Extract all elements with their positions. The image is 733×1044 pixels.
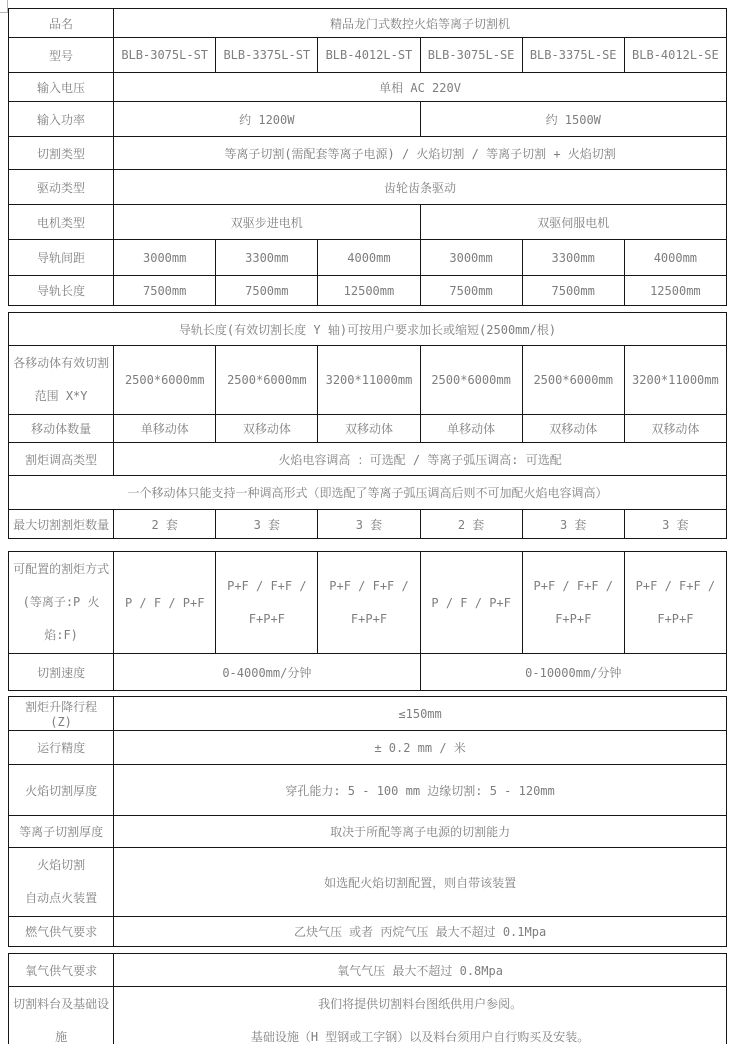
row-label: 割炬升降行程 (Z) [9,697,114,731]
row-label-line: 焰:F) [44,628,78,642]
row-label-line: 火焰切割 [37,858,86,872]
row-label: 割炬调高类型 [9,443,114,476]
spec-value-cell [318,552,420,654]
spec-value-cell: ± 0.2 mm / 米 [114,731,727,765]
spec-value-cell: 双移动体 [318,415,420,443]
table-row [9,848,727,917]
row-label: 氧气供气要求 [9,954,114,987]
row-label: 最大切割割炬数量 [9,510,114,539]
row-label [9,848,114,917]
table-row [9,765,727,816]
spec-value-line: F+P+F [555,611,592,626]
table-row [9,205,727,240]
row-label: 运行精度 [9,731,114,765]
spec-value-line: 基础设施（H 型钢或工字钢）以及料台须用户自行购买及安装。 [250,1030,590,1044]
spec-value-cell: 等离子切割(需配套等离子电源) / 火焰切割 / 等离子切割 + 火焰切割 [114,137,727,170]
table-row [9,73,727,102]
note-cell: 导轨长度(有效切割长度 Y 轴)可按用户要求加长或缩短(2500mm/根) [9,313,727,346]
spec-value-cell: 7500mm [216,276,318,306]
spec-table-section-torch-config [8,551,727,691]
spec-value-cell: 精品龙门式数控火焰等离子切割机 [114,9,727,38]
spec-value-cell: 约 1500W [420,102,727,137]
table-row [9,654,727,691]
table-row [9,552,727,654]
spec-value-cell: BLB-3075L-SE [420,38,522,73]
spec-value-cell: 齿轮齿条驱动 [114,170,727,205]
page-corner-artifact [0,0,8,13]
spec-value-cell: 7500mm [114,276,216,306]
spec-value-cell: 2 套 [420,510,522,539]
table-row [9,415,727,443]
spec-value-cell: 0-4000mm/分钟 [114,654,420,691]
spec-value-cell [522,552,624,654]
table-row [9,954,727,987]
spec-value-cell: P / F / P+F [420,552,522,654]
spec-value-cell: 4000mm [624,240,726,276]
spec-value-cell: 3200*11000mm [318,346,420,415]
spec-value-cell: 火焰电容调高 ：可选配 / 等离子弧压调高: 可选配 [114,443,727,476]
spec-value-cell: BLB-4012L-SE [624,38,726,73]
table-row [9,38,727,73]
table-row [9,313,727,346]
row-label-line: 自动点火装置 [25,891,98,905]
spec-value-cell: 氧气气压 最大不超过 0.8Mpa [114,954,727,987]
row-label-line: 可配置的割炬方式 [13,562,110,576]
spec-value-cell: 3 套 [318,510,420,539]
spec-value-cell: 乙炔气压 或者 丙烷气压 最大不超过 0.1Mpa [114,917,727,947]
spec-value-cell: 12500mm [624,276,726,306]
spec-value-cell: 3 套 [216,510,318,539]
spec-value-cell: 2500*6000mm [216,346,318,415]
table-row [9,987,727,1044]
row-label: 燃气供气要求 [9,917,114,947]
row-label: 电机类型 [9,205,114,240]
table-row [9,917,727,947]
row-label: 型号 [9,38,114,73]
spec-value-cell: 如选配火焰切割配置，则自带该装置 [114,848,727,917]
table-row [9,240,727,276]
spec-value-cell [624,552,726,654]
table-row [9,697,727,731]
spec-value-cell: 单移动体 [420,415,522,443]
row-label: 输入功率 [9,102,114,137]
spec-value-cell: 2500*6000mm [114,346,216,415]
spec-value-line: P+F / F+F / [329,578,409,593]
spec-value-cell: 取决于所配等离子电源的切割能力 [114,816,727,848]
spec-value-line: P+F / F+F / [533,578,614,593]
table-row [9,443,727,476]
row-label: 驱动类型 [9,170,114,205]
spec-value-cell: 穿孔能力: 5 - 100 mm 边缘切割: 5 - 120mm [114,765,727,816]
spec-value-cell: 2 套 [114,510,216,539]
row-label [9,346,114,415]
row-label-line: 切割料台及基础设 [13,997,110,1011]
row-label: 品名 [9,9,114,38]
table-row [9,510,727,539]
spec-value-cell: ≤150mm [114,697,727,731]
table-row [9,816,727,848]
spec-value-cell: 2500*6000mm [522,346,624,415]
spec-value-cell: 3300mm [522,240,624,276]
spec-value-cell: P / F / P+F [114,552,216,654]
spec-value-cell: BLB-3375L-SE [522,38,624,73]
spec-value-cell: 7500mm [420,276,522,306]
row-label-line: (等离子:P 火 [22,595,100,609]
table-row [9,346,727,415]
row-label: 切割速度 [9,654,114,691]
spec-table-section-performance [8,696,727,947]
spec-value-line: F+P+F [248,611,285,626]
spec-value-line: P+F / F+F / [635,578,716,593]
row-label: 导轨间距 [9,240,114,276]
row-label: 等离子切割厚度 [9,816,114,848]
table-row [9,9,727,38]
spec-value-cell: BLB-4012L-ST [318,38,420,73]
spec-table-section-basic [8,8,727,306]
spec-value-cell: BLB-3075L-ST [114,38,216,73]
spec-value-cell: 约 1200W [114,102,420,137]
spec-value-cell: 双驱伺服电机 [420,205,727,240]
row-label: 移动体数量 [9,415,114,443]
table-row [9,170,727,205]
spec-value-cell: 3000mm [420,240,522,276]
row-label-line: 施 [55,1030,68,1044]
spec-value-cell: BLB-3375L-ST [216,38,318,73]
row-label: 导轨长度 [9,276,114,306]
spec-value-cell: 双移动体 [216,415,318,443]
row-label [9,987,114,1044]
spec-value-cell [216,552,318,654]
spec-value-cell: 4000mm [318,240,420,276]
table-row [9,731,727,765]
spec-value-line: F+P+F [350,611,388,626]
spec-value-cell [114,987,727,1044]
spec-value-cell: 0-10000mm/分钟 [420,654,726,691]
spec-value-line: 我们将提供切割料台图纸供用户参阅。 [318,997,523,1011]
row-label-line: 各移动体有效切割 [13,356,110,370]
row-label: 火焰切割厚度 [9,765,114,816]
spec-value-cell: 2500*6000mm [420,346,522,415]
spec-value-cell: 7500mm [522,276,624,306]
spec-value-cell: 3200*11000mm [624,346,726,415]
table-row [9,137,727,170]
table-row [9,476,727,510]
spec-value-cell: 单相 AC 220V [114,73,727,102]
spec-value-cell: 3 套 [522,510,624,539]
spec-value-cell: 双驱步进电机 [114,205,420,240]
spec-value-cell: 双移动体 [624,415,726,443]
table-row [9,276,727,306]
spec-value-line: F+P+F [657,611,694,626]
spec-value-cell: 双移动体 [522,415,624,443]
spec-table-section-range [8,312,727,539]
spec-value-cell: 单移动体 [114,415,216,443]
note-cell: 一个移动体只能支持一种调高形式（即选配了等离子弧压调高后则不可加配火焰电容调高） [9,476,727,510]
spec-value-cell: 3000mm [114,240,216,276]
spec-value-cell: 3300mm [216,240,318,276]
row-label: 输入电压 [9,73,114,102]
row-label [9,552,114,654]
spec-value-cell: 12500mm [318,276,420,306]
row-label: 切割类型 [9,137,114,170]
spec-table-section-infrastructure [8,953,727,1044]
row-label-line: 范围 X*Y [34,389,88,403]
spec-value-line: P+F / F+F / [227,578,307,593]
table-row [9,102,727,137]
spec-value-cell: 3 套 [624,510,726,539]
